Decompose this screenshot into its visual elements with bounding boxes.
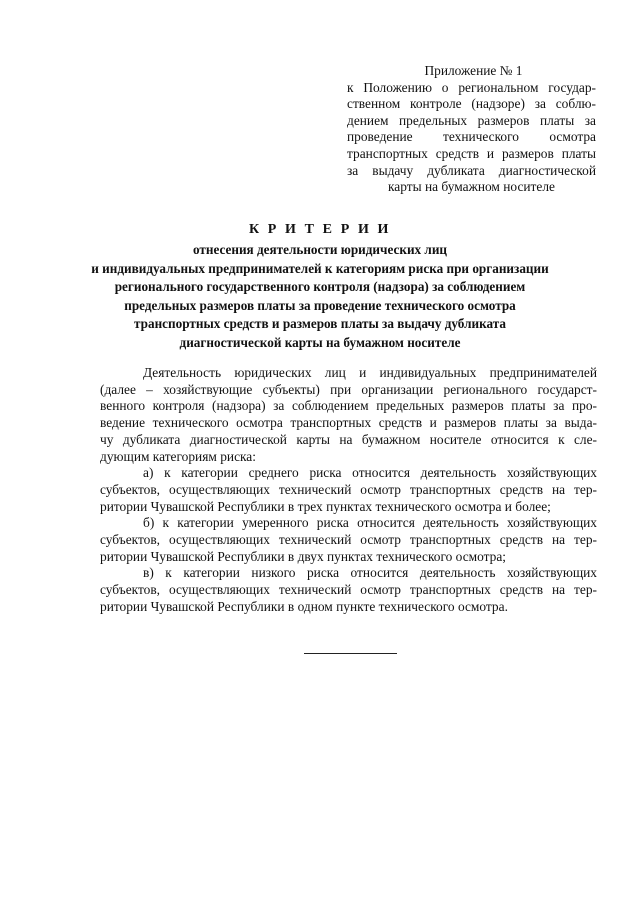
appendix-note [347,63,596,196]
appendix-line: проведение технического осмотра [347,129,596,145]
paragraph-line: Деятельность юридических лиц и индивидуальных предпринимателей [143,365,597,380]
paragraph-line: дующим категориям риска: [100,448,256,464]
title-line: отнесения деятельности юридических лиц [192,242,448,257]
paragraph-line: ритории Чувашской Республики в одном пункте технического осмотра. [100,598,508,614]
title-line: и индивидуальных предпринимателей к категориям риска при организации [91,260,549,276]
paragraph-line: в) к категории низкого риска относится деятельность хозяйствующих [143,565,597,581]
appendix-line: ственном контроле (надзоре) за соблю- [347,96,596,112]
title-line: предельных размеров платы за проведение технического осмотра [124,297,516,313]
paragraph-line: субъектов, осуществляющих технический осмотр транспортных средств на тер- [100,582,597,598]
appendix-line: дением предельных размеров платы за [347,112,596,128]
item-a-paragraph [100,465,597,515]
paragraph-line: (далее – хозяйствующие субъекты) при организации регионального государст- [100,381,597,397]
appendix-heading: Приложение № 1 [424,63,523,78]
paragraph-line: б) к категории умеренного риска относится деятельность хозяйствующих [143,515,597,531]
appendix-line: транспортных средств и размеров платы [347,145,596,161]
paragraph-line: а) к категории среднего риска относится деятельность хозяйствующих [143,465,597,481]
title-heading: К Р И Т Е Р И И [248,222,392,237]
paragraph-line: субъектов, осуществляющих технический осмотр транспортных средств на тер- [100,481,597,497]
title-line: регионального государственного контроля (надзора) за соблюдением [114,279,526,295]
title-subtitle [70,241,570,353]
paragraph-line: субъектов, осуществляющих технический осмотр транспортных средств на тер- [100,532,597,548]
paragraph-line: ритории Чувашской Республики в двух пунктах технического осмотра; [100,548,507,564]
item-b-paragraph [100,515,597,565]
end-separator-line [304,653,397,654]
paragraph-line: ритории Чувашской Республики в трех пунктах технического осмотра и более; [100,498,551,514]
document-title [70,220,570,353]
appendix-line: за выдачу дубликата диагностической [347,162,596,178]
appendix-line: к Положению о региональном государ- [347,79,596,95]
paragraph-line: чу дубликата диагностической карты на бумажном носителе относится к сле- [100,431,597,447]
title-line: транспортных средств и размеров платы за выдачу дубликата [134,316,506,332]
appendix-line: карты на бумажном носителе [388,179,555,195]
document-body [100,365,597,616]
item-c-paragraph [100,565,597,615]
intro-paragraph [100,365,597,465]
paragraph-line: ведение технического осмотра транспортных средств и размеров платы за выда- [100,415,597,431]
paragraph-line: венного контроля (надзора) за соблюдением предельных размеров платы за про- [100,398,597,414]
title-line: диагностической карты на бумажном носителе [179,334,461,350]
